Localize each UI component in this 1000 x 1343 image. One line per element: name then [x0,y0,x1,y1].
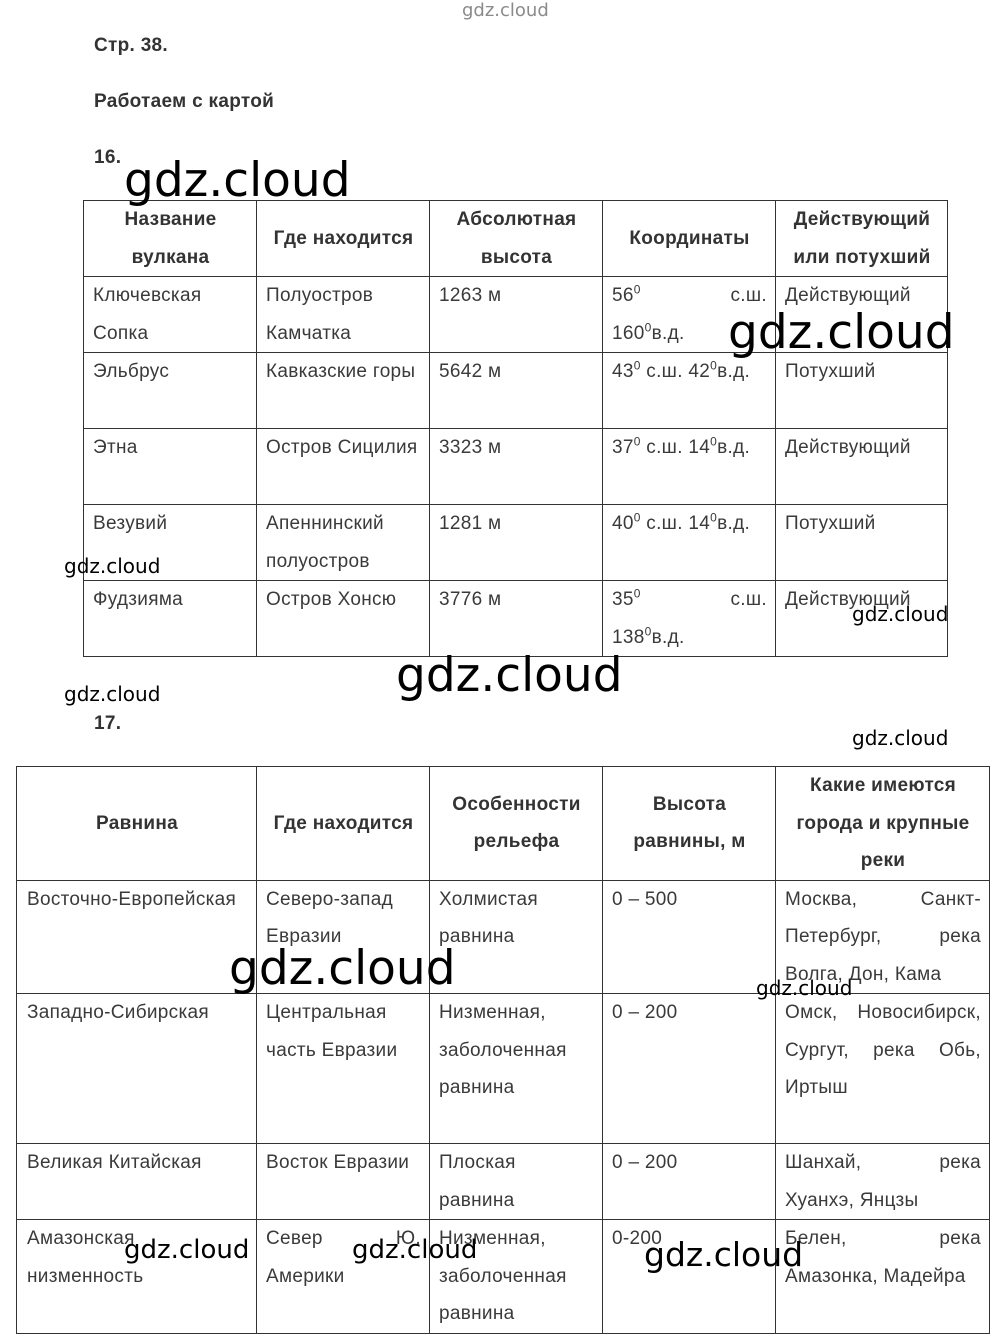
header-plain: Равнина [17,767,257,881]
cell-cities: Москва, Санкт-Петербург, река Волга, Дон, Кама [776,880,990,994]
watermark: gdz.cloud [396,648,623,703]
cell-status: Действующий [776,277,948,353]
cell-status: Действующий [776,429,948,505]
cell-coordinates: $35^0$ с.ш. $138^0в.д$. [603,581,776,657]
cell-coordinates: $37^0$ с.ш. $14^0в.д$. [603,429,776,505]
cell-relief: Низменная, заболоченная равнина [430,1220,603,1334]
cell-name: Восточно-Европейская [17,880,257,994]
header-relief: Особенности рельефа [430,767,603,881]
watermark-top: gdz.cloud [462,0,549,21]
cell-height: 0 – 200 [603,994,776,1144]
table-row [84,581,948,657]
cell-height: 3323 м [430,429,603,505]
cell-height: 0 – 500 [603,880,776,994]
header-cities-rivers: Какие имеются города и крупные реки [776,767,990,881]
cell-cities: Омск, Новосибирск, Сургут, река Обь, Иртыш [776,994,990,1144]
watermark: gdz.cloud [852,726,949,750]
cell-name: Ключевская Сопка [84,277,257,353]
table-row [84,505,948,581]
cell-location: Остров Хонсю [257,581,430,657]
cell-height: 3776 м [430,581,603,657]
cell-name: Великая Китайская [17,1144,257,1220]
cell-location: Центральная часть Евразии [257,994,430,1144]
cell-cities: Шанхай, река Хуанхэ, Янцзы [776,1144,990,1220]
cell-location: Остров Сицилия [257,429,430,505]
header-location: Где находится [257,767,430,881]
cell-height: 5642 м [430,353,603,429]
watermark: gdz.cloud [229,941,456,996]
cell-location: Апеннинский полуостров [257,505,430,581]
cell-location: Восток Евразии [257,1144,430,1220]
cell-height: 0-200 [603,1220,776,1334]
cell-location: Кавказские горы [257,353,430,429]
watermark: gdz.cloud [756,976,853,1000]
watermark: gdz.cloud [64,682,161,706]
watermark: gdz.cloud [728,305,955,360]
watermark: gdz.cloud [852,602,949,626]
cell-name: Этна [84,429,257,505]
cell-height: 0 – 200 [603,1144,776,1220]
header-height: Абсолютная высота [430,201,603,277]
task-17-number: 17. [94,713,122,734]
task-16-number: 16. [94,147,122,168]
page-label: Стр. 38. [94,35,169,56]
header-location: Где находится [257,201,430,277]
volcano-table [83,200,948,657]
table-row [84,353,948,429]
cell-location: Полуостров Камчатка [257,277,430,353]
watermark: gdz.cloud [124,1235,250,1265]
table-row [17,1144,990,1220]
cell-coordinates: $43^0$ с.ш. $42^0в.д$. [603,353,776,429]
header-coordinates: Координаты [603,201,776,277]
cell-name: Западно-Сибирская [17,994,257,1144]
section-title: Работаем с картой [94,91,275,112]
watermark: gdz.cloud [64,554,161,578]
cell-coordinates: $56^0$ с.ш. $160^0в.д$. [603,277,776,353]
header-plain-height: Высота равнины, м [603,767,776,881]
cell-cities: Белен, река Амазонка, Мадейра [776,1220,990,1334]
cell-status: Действующий [776,581,948,657]
cell-location: Север Ю. Америки [257,1220,430,1334]
cell-status: Потухший [776,353,948,429]
cell-name: Везувий [84,505,257,581]
cell-relief: Плоская равнина [430,1144,603,1220]
cell-status: Потухший [776,505,948,581]
cell-name: Эльбрус [84,353,257,429]
cell-name: Фудзияма [84,581,257,657]
cell-height: 1263 м [430,277,603,353]
table-header-row [17,767,990,881]
table-row [84,429,948,505]
cell-relief: Холмистая равнина [430,880,603,994]
table-header-row [84,201,948,277]
table-row [17,994,990,1144]
watermark: gdz.cloud [352,1235,478,1265]
watermark: gdz.cloud [124,153,351,208]
cell-relief: Низменная, заболоченная равнина [430,994,603,1144]
watermark: gdz.cloud [644,1235,804,1274]
header-status: Действующий или потухший [776,201,948,277]
cell-coordinates: $40^0$ с.ш. $14^0в.д$. [603,505,776,581]
header-volcano-name: Название вулкана [84,201,257,277]
cell-location: Северо-запад Евразии [257,880,430,994]
cell-name: Амазонская низменность [17,1220,257,1334]
cell-height: 1281 м [430,505,603,581]
